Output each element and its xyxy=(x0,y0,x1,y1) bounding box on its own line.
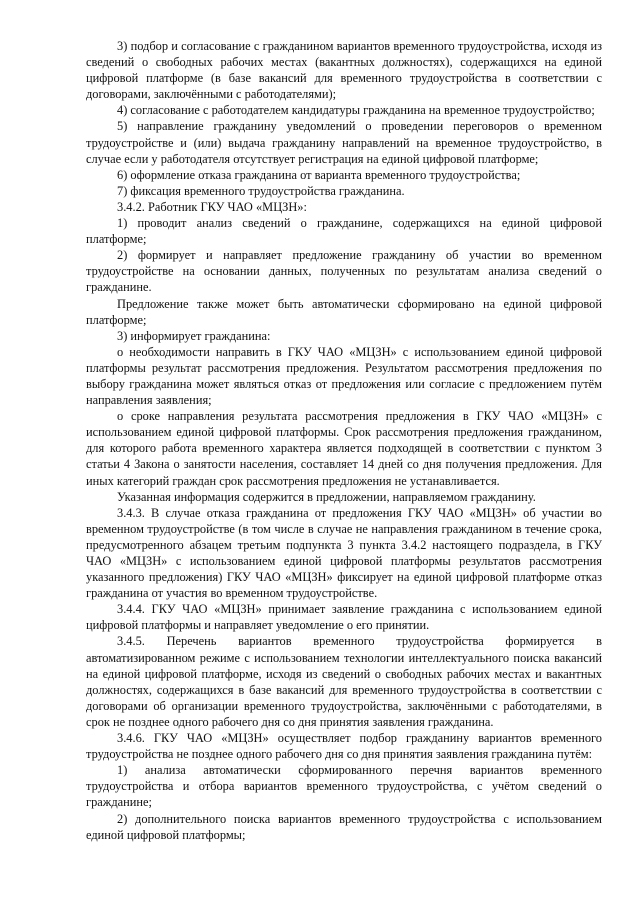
paragraph: 5) направление гражданину уведомлений о проведении переговоров о временном трудоустройстве и (или) выдача гражданину направлений на временное трудоустройство, в случае если у работодателя отсутствует регистрация на единой цифровой платформе; xyxy=(86,119,602,166)
section-heading-3-4-2: 3.4.2. Работник ГКУ ЧАО «МЦЗН»: xyxy=(117,199,307,214)
paragraph: 1) проводит анализ сведений о гражданине, содержащихся на единой цифровой платформе; xyxy=(86,216,602,247)
paragraph: 3) информирует гражданина: xyxy=(117,328,271,343)
paragraph: Указанная информация содержится в предложении, направляемом гражданину. xyxy=(117,489,536,504)
paragraph: 2) формирует и направляет предложение гражданину об участии во временном трудоустройстве на основании данных, полученных по результатам анализа сведений о гражданине. xyxy=(86,248,602,295)
paragraph: 3) подбор и согласование с гражданином вариантов временного трудоустройства, исходя из сведений о свободных рабочих местах (вакантных должностях), содержащихся на единой цифровой платформе (в базе вакансий для временного трудоустройства в соответствии с договорами, заключёнными с работодателями); xyxy=(86,39,602,102)
paragraph: 6) оформление отказа гражданина от варианта временного трудоустройства; xyxy=(117,167,521,182)
section-3-4-6: 3.4.6. ГКУ ЧАО «МЦЗН» осуществляет подбор гражданину вариантов временного трудоустройства не позднее одного рабочего дня со дня принятия заявления гражданина путём: xyxy=(86,731,602,762)
section-3-4-4: 3.4.4. ГКУ ЧАО «МЦЗН» принимает заявление гражданина с использованием единой цифровой платформы и направляет уведомление о его принятии. xyxy=(86,602,602,633)
paragraph: о сроке направления результата рассмотрения предложения в ГКУ ЧАО «МЦЗН» с использованием единой цифровой платформы. Срок рассмотрения предложения гражданином, для которого работа временного характера является подходящей в соответствии с пунктом 3 статьи 4 Закона о занятости населения, составляет 14 дней со дня получения предложения. Для иных категорий граждан срок рассмотрения предложения не устанавливается. xyxy=(86,409,602,488)
section-3-4-5: 3.4.5. Перечень вариантов временного трудоустройства формируется в автоматизированном режиме с использованием технологии интеллектуального поиска вакансий на единой цифровой платформе, исходя из сведений о свободных рабочих местах и вакантных должностях, содержащихся в базе вакансий для временного трудоустройства в соответствии с договорами об организации временного трудоустройства, заключёнными с работодателями, в срок не позднее одного рабочего дня со дня принятия заявления гражданина. xyxy=(86,634,602,729)
paragraph: 7) фиксация временного трудоустройства гражданина. xyxy=(117,183,405,198)
paragraph: 2) дополнительного поиска вариантов временного трудоустройства с использованием единой цифровой платформы; xyxy=(86,811,602,842)
section-3-4-3: 3.4.3. В случае отказа гражданина от предложения ГКУ ЧАО «МЦЗН» об участии во временном трудоустройстве (в том числе в случае не направления гражданином в течение срока, предусмотренного абзацем третьим подпункта 3 пункта 3.4.2 настоящего подраздела, в ГКУ ЧАО «МЦЗН» с использованием единой цифровой платформы результатов рассмотрения указанного предложения) ГКУ ЧАО «МЦЗН» фиксирует на единой цифровой платформе отказ гражданина от участия во временном трудоустройстве. xyxy=(86,505,602,601)
paragraph: 4) согласование с работодателем кандидатуры гражданина на временное трудоустройство; xyxy=(117,103,595,118)
paragraph: о необходимости направить в ГКУ ЧАО «МЦЗН» с использованием единой цифровой платформы результат рассмотрения предложения. Результатом рассмотрения предложения по выбору гражданина может являться отказ от предложения или согласие с предложением путём направления заявления; xyxy=(86,344,602,408)
paragraph: 1) анализа автоматически сформированного перечня вариантов временного трудоустройства и отбора вариантов временного трудоустройства, с учётом сведений о гражданине; xyxy=(86,763,602,810)
paragraph: Предложение также может быть автоматически сформировано на единой цифровой платформе; xyxy=(86,296,602,327)
